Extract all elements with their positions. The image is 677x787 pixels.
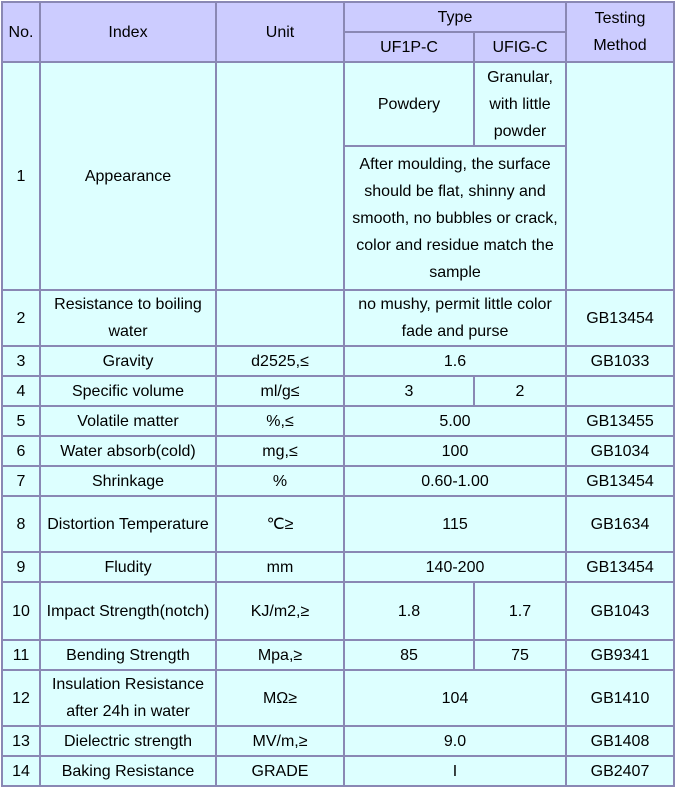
cell-value1: 3 (344, 376, 474, 406)
cell-index: Gravity (40, 346, 216, 376)
cell-value2: Granular, with little powder (474, 62, 566, 146)
table-row (2, 466, 674, 496)
cell-no: 4 (2, 376, 40, 406)
cell-unit: %,≤ (216, 406, 344, 436)
table-row (2, 582, 674, 640)
table-row (2, 670, 674, 726)
cell-no: 6 (2, 436, 40, 466)
cell-unit: GRADE (216, 756, 344, 786)
cell-method (566, 376, 674, 406)
cell-no: 11 (2, 640, 40, 670)
cell-unit: MΩ≥ (216, 670, 344, 726)
cell-index: Water absorb(cold) (40, 436, 216, 466)
cell-no: 12 (2, 670, 40, 726)
cell-method: GB1634 (566, 496, 674, 552)
cell-index: Distortion Temperature (40, 496, 216, 552)
cell-value2: 1.7 (474, 582, 566, 640)
cell-index: Shrinkage (40, 466, 216, 496)
cell-index: Impact Strength(notch) (40, 582, 216, 640)
header-no: No. (2, 2, 40, 62)
cell-no: 7 (2, 466, 40, 496)
cell-value1: Powdery (344, 62, 474, 146)
table-row (2, 552, 674, 582)
cell-index: Fludity (40, 552, 216, 582)
cell-no: 14 (2, 756, 40, 786)
cell-method: GB2407 (566, 756, 674, 786)
cell-unit: d2525,≤ (216, 346, 344, 376)
cell-value: I (344, 756, 566, 786)
cell-no: 2 (2, 290, 40, 346)
cell-unit: ℃≥ (216, 496, 344, 552)
cell-method: GB13455 (566, 406, 674, 436)
cell-value: 1.6 (344, 346, 566, 376)
cell-method: GB1410 (566, 670, 674, 726)
cell-no: 13 (2, 726, 40, 756)
header-method: Testing Method (566, 2, 674, 62)
cell-no: 9 (2, 552, 40, 582)
cell-index: Appearance (40, 62, 216, 290)
cell-value2: 2 (474, 376, 566, 406)
header-index: Index (40, 2, 216, 62)
cell-index: Dielectric strength (40, 726, 216, 756)
cell-method: GB13454 (566, 466, 674, 496)
table-row (2, 62, 674, 146)
cell-value1: 1.8 (344, 582, 474, 640)
table-row (2, 640, 674, 670)
cell-no: 8 (2, 496, 40, 552)
cell-value: 115 (344, 496, 566, 552)
header-unit: Unit (216, 2, 344, 62)
cell-no: 3 (2, 346, 40, 376)
cell-method: GB1043 (566, 582, 674, 640)
cell-index: Volatile matter (40, 406, 216, 436)
header-type1: UF1P-C (344, 32, 474, 62)
table-row (2, 346, 674, 376)
cell-index: Resistance to boiling water (40, 290, 216, 346)
cell-index: Bending Strength (40, 640, 216, 670)
cell-method: GB1033 (566, 346, 674, 376)
cell-unit (216, 62, 344, 290)
table-row (2, 726, 674, 756)
header-type: Type (344, 2, 566, 32)
table-row (2, 290, 674, 346)
cell-value: 9.0 (344, 726, 566, 756)
cell-no: 5 (2, 406, 40, 436)
cell-unit: % (216, 466, 344, 496)
table-row (2, 406, 674, 436)
cell-unit: MV/m,≥ (216, 726, 344, 756)
cell-value1: 85 (344, 640, 474, 670)
cell-method: GB1034 (566, 436, 674, 466)
cell-value: 104 (344, 670, 566, 726)
cell-value: 100 (344, 436, 566, 466)
table-row (2, 376, 674, 406)
header-type2: UFIG-C (474, 32, 566, 62)
cell-method: GB9341 (566, 640, 674, 670)
cell-unit: ml/g≤ (216, 376, 344, 406)
table-row (2, 496, 674, 552)
cell-value: 140-200 (344, 552, 566, 582)
cell-unit (216, 290, 344, 346)
table-row (2, 436, 674, 466)
cell-unit: Mpa,≥ (216, 640, 344, 670)
cell-value: no mushy, permit little color fade and purse (344, 290, 566, 346)
cell-method: GB1408 (566, 726, 674, 756)
cell-unit: mg,≤ (216, 436, 344, 466)
specification-table (1, 1, 675, 787)
cell-method (566, 62, 674, 290)
table-row (2, 756, 674, 786)
cell-unit: mm (216, 552, 344, 582)
cell-no: 10 (2, 582, 40, 640)
cell-index: Specific volume (40, 376, 216, 406)
cell-index: Baking Resistance (40, 756, 216, 786)
cell-value: 0.60-1.00 (344, 466, 566, 496)
cell-index: Insulation Resistance after 24h in water (40, 670, 216, 726)
cell-unit: KJ/m2,≥ (216, 582, 344, 640)
cell-appearance-note: After moulding, the surface should be flat, shinny and smooth, no bubbles or crack, color and residue match the sample (344, 146, 566, 290)
cell-no: 1 (2, 62, 40, 290)
cell-value2: 75 (474, 640, 566, 670)
cell-method: GB13454 (566, 552, 674, 582)
cell-value: 5.00 (344, 406, 566, 436)
cell-method: GB13454 (566, 290, 674, 346)
